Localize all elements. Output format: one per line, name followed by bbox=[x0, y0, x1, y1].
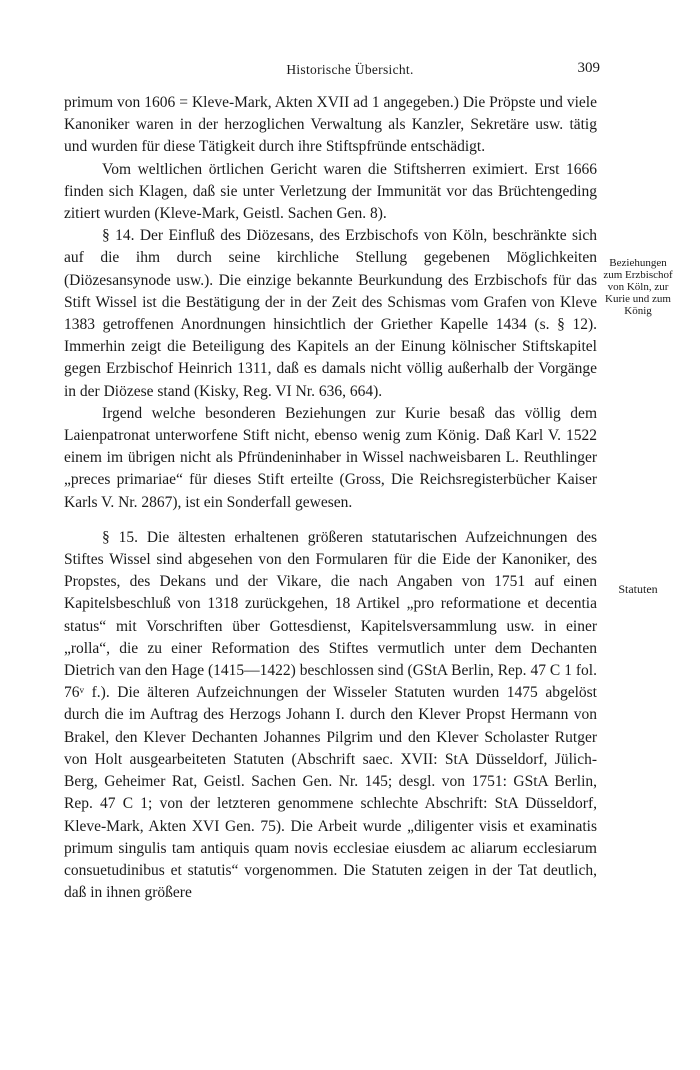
paragraph-kurie: Irgend welche besonderen Beziehungen zur Kurie besaß das völlig dem Laienpatronat unterworfene Stift nicht, ebenso wenig zum König. Daß Karl V. 1522 einem im übrigen nicht als Pfründeninhaber in Wissel nachweisbaren L. Reuthlinger „preces primariae“ für dieses Stift erteilte (Gross, Die Reichsregisterbücher Kaiser Karls V. Nr. 2867), ist ein Sonderfall gewesen. bbox=[64, 404, 597, 511]
margin-note-beziehungen: Beziehungen zum Erzbischof von Köln, zur Kurie und zum König bbox=[603, 257, 673, 317]
margin-note-statuten: Statuten bbox=[618, 582, 658, 596]
paragraph-section-15: § 15. Die ältesten erhaltenen größeren statutarischen Aufzeichnungen des Stiftes Wissel sind abgesehen von den Formularen für die Eide der Kanoniker, des Propstes, des Dekans und der Vikare, die nach Angaben von 1751 auf einen Kapitelsbeschluß von 1318 zurückgehen, 18 Artikel „pro reformatione et decentia status“ mit Vorschriften über Gottesdienst, Kapitelsversammlung usw. in einer „rolla“, die zu einer Reformation des Stiftes vermutlich unter dem Dechanten Dietrich van den Hage (1415—1422) beschlossen sind (GStA Berlin, Rep. 47 C 1 fol. 76ᵛ f.). Die älteren Aufzeichnungen der Wisseler Statuten wurden 1475 abgelöst durch die im Auftrag des Herzogs Johann I. durch den Klever Propst Hermann von Brakel, den Klever Dechanten Johannes Pilgrim und den Klever Scholaster Rutger von Holt ausgearbeiteten Statuten (Abschrift saec. XVII: StA Düsseldorf, Jülich-Berg, Geheimer Rat, Geistl. Sachen Gen. Nr. 145; desgl. von 1751: GStA Berlin, Rep. 47 C 1; von der letzteren genommene schlechte Abschrift: StA Düsseldorf, Kleve-Mark, Akten XVI Gen. 75). Die Arbeit wurde „diligenter visis et examinatis primum singulis tam antiquis quam novis ecclesiae eiusdem ac aliarum ecclesiarum consuetudinibus et statutis“ vorgenommen. Die Statuten zeigen in der Tat deutlich, daß in ihnen größere bbox=[64, 528, 597, 902]
paragraph-section-14: § 14. Der Einfluß des Diözesans, des Erzbischofs von Köln, beschränkte sich auf die ihm durch seine kirchliche Stellung gegebenen Möglichkeiten (Diözesansynode usw.). Die einzige bekannte Beurkundung des Erzbischofs für das Stift Wissel ist die Bestätigung der in der Zeit des Schismas vom Grafen von Kleve 1383 getroffenen Anordnungen hinsichtlich der Griether Kapelle 1434 (s. § 12). Immerhin zeigt die Beteiligung des Kapitels an der Einung kölnischer Stiftskapitel gegen Erzbischof Heinrich 1311, daß es damals nicht völlig außerhalb der Vorgänge in der Diözese stand (Kisky, Reg. VI Nr. 636, 664). bbox=[64, 227, 597, 400]
paragraph-immunity: Vom weltlichen örtlichen Gericht waren die Stiftsherren eximiert. Erst 1666 finden sich Klagen, daß sie unter Verletzung der Immunität vor das Brüchtengeding zitiert wurden (Kleve-Mark, Geistl. Sachen Gen. 8). bbox=[64, 160, 597, 223]
paragraph-continuation: primum von 1606 = Kleve-Mark, Akten XVII ad 1 angegeben.) Die Pröpste und viele Kanoniker waren in der herzoglichen Verwaltung als Kanzler, Sekretäre usw. tätig und wurden für diese Tätigkeit durch ihre Stiftspfründe entschädigt. bbox=[64, 94, 597, 156]
body-text bbox=[64, 92, 597, 904]
running-title: Historische Übersicht. bbox=[286, 62, 414, 77]
page-number: 309 bbox=[577, 60, 600, 76]
